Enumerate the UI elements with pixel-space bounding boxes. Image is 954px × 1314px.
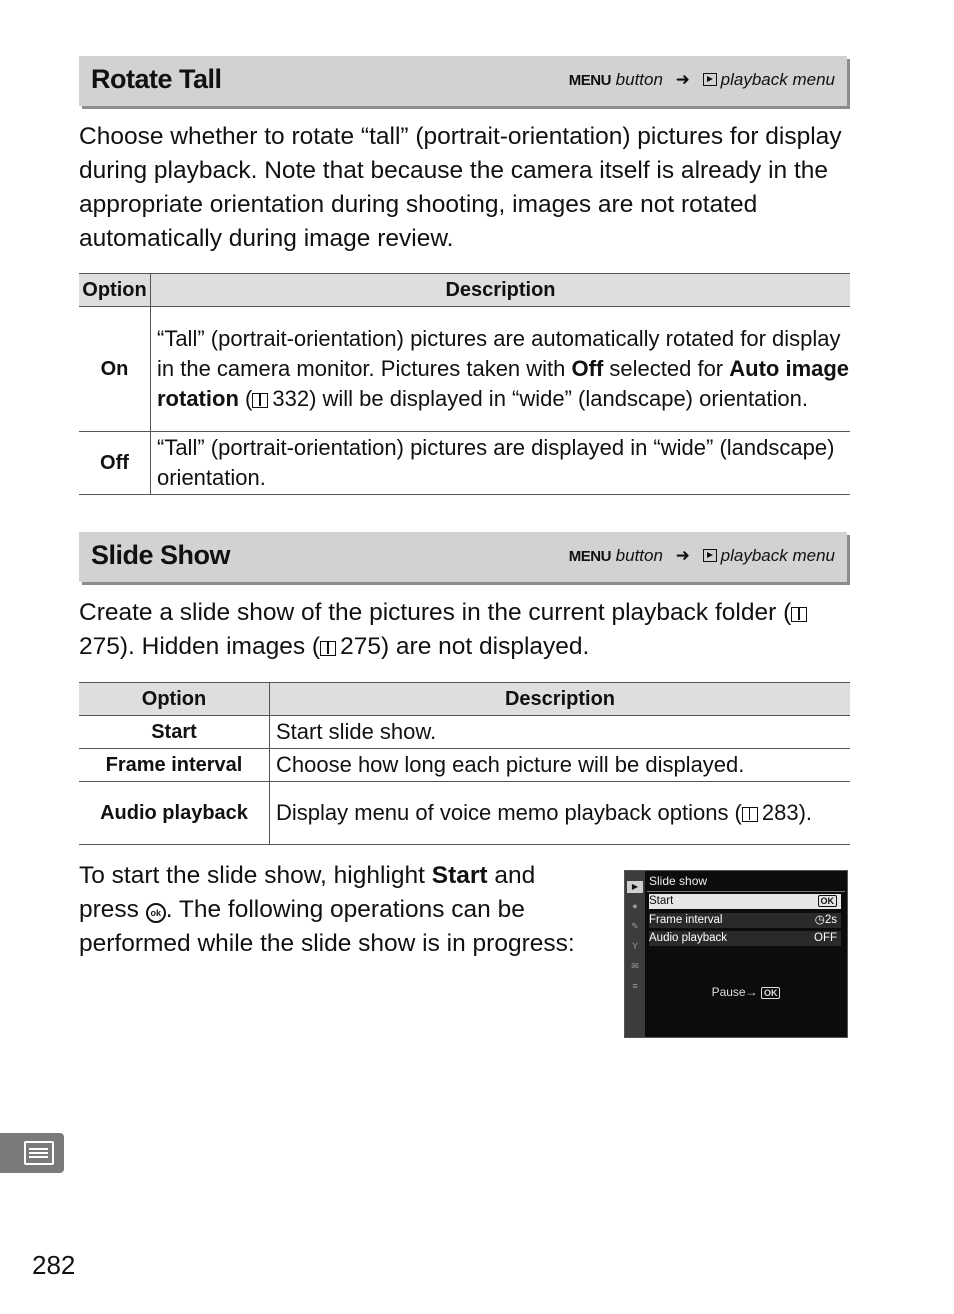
- table-row: [79, 782, 850, 845]
- column-header-option: Option: [79, 274, 151, 307]
- camera-menu-item-frame-interval[interactable]: [649, 913, 841, 928]
- camera-menu-item-label: Audio playback: [649, 932, 727, 944]
- retouch-icon: ✉: [631, 961, 639, 971]
- section-title: Rotate Tall: [91, 64, 222, 94]
- desc-text: selected for: [603, 356, 730, 381]
- menu-name: playback menu: [720, 70, 835, 89]
- camera-menu-item-label: Frame interval: [649, 914, 723, 926]
- ok-icon: OK: [761, 987, 781, 999]
- desc-text: ).: [798, 800, 813, 825]
- slide-show-header: [79, 532, 847, 582]
- table-header-row: [79, 274, 850, 307]
- divider: [647, 891, 845, 892]
- description-cell: “Tall” (portrait-orientation) pictures are displayed in “wide” (landscape) orientation.: [151, 432, 851, 495]
- table-row: [79, 307, 850, 432]
- book-reference-icon: [252, 393, 268, 408]
- ok-button-icon: ok: [146, 903, 166, 923]
- arrow-icon: ➜: [675, 70, 690, 89]
- camera-menu-sidebar: [625, 871, 645, 1037]
- setup-icon: Y: [631, 941, 638, 951]
- menu-word: MENU: [568, 548, 611, 565]
- breadcrumb: [569, 70, 835, 90]
- table-row: [79, 432, 850, 495]
- book-reference-icon: [320, 641, 336, 656]
- chapter-tab[interactable]: [0, 1133, 64, 1173]
- menu-name: playback menu: [720, 546, 835, 565]
- desc-text: (: [238, 386, 253, 411]
- camera-menu-item-start[interactable]: [649, 894, 841, 909]
- option-cell: Audio playback: [79, 782, 270, 845]
- playback-icon: ▶: [627, 881, 643, 893]
- button-word: button: [615, 546, 663, 565]
- book-reference-icon: [791, 607, 807, 622]
- camera-menu-item-value: [818, 894, 838, 909]
- desc-bold: Off: [571, 356, 604, 381]
- option-cell: Start: [79, 716, 270, 749]
- page-reference[interactable]: 332: [272, 386, 310, 411]
- section-title: Slide Show: [91, 540, 231, 570]
- table-row: [79, 749, 850, 782]
- page-number: 282: [32, 1250, 76, 1280]
- playback-icon: [703, 73, 717, 86]
- table-header-row: [79, 683, 850, 716]
- page-reference[interactable]: 283: [761, 800, 799, 825]
- instructions-text: To start the slide show, highlight: [79, 862, 432, 889]
- camera-menu-item-value: [815, 913, 837, 928]
- menu-word: MENU: [568, 72, 611, 89]
- instructions-text: . The following operations can be performed while the slide show is in progress:: [79, 896, 575, 957]
- custom-settings-icon: ✎: [631, 921, 639, 931]
- desc-text: “Tall” (portrait-orientation) pictures are automatically rotated for display in the camera monitor. Pictures taken with: [157, 326, 841, 381]
- menu-list-icon: [24, 1141, 54, 1165]
- slide-show-table: [79, 682, 850, 845]
- camera-menu-item-audio-playback[interactable]: [649, 931, 841, 946]
- description-cell: [151, 307, 851, 432]
- description-cell: [270, 782, 851, 845]
- option-cell: On: [79, 307, 151, 432]
- intro-text: Create a slide show of the pictures in the current playback folder (: [79, 599, 792, 626]
- column-header-option: Option: [79, 683, 270, 716]
- book-reference-icon: [742, 807, 758, 822]
- intro-text: ). Hidden images (: [119, 633, 321, 660]
- slide-show-instructions: [79, 859, 589, 961]
- desc-text: Display menu of voice memo playback options (: [276, 800, 742, 825]
- page-reference[interactable]: 275: [340, 633, 381, 660]
- table-row: [79, 716, 850, 749]
- rotate-tall-table: [79, 273, 850, 495]
- pause-label: Pause: [711, 985, 746, 999]
- button-word: button: [615, 70, 663, 89]
- arrow-icon: →: [745, 985, 758, 999]
- camera-menu-main: [647, 871, 847, 1037]
- intro-text: ) are not displayed.: [380, 633, 590, 660]
- rotate-tall-header: [79, 56, 847, 106]
- description-cell: Start slide show.: [270, 716, 851, 749]
- instructions-bold: Start: [431, 862, 488, 889]
- camera-menu-item-value: OFF: [814, 932, 837, 944]
- instructions-text: and press: [79, 862, 536, 923]
- camera-menu-item-label: Start: [649, 895, 674, 907]
- timer-icon: ◷: [814, 914, 825, 926]
- value-text: 2s: [824, 914, 837, 926]
- arrow-icon: ➜: [675, 546, 690, 565]
- camera-menu-title: Slide show: [649, 874, 708, 888]
- column-header-description: Description: [151, 274, 851, 307]
- ok-icon: OK: [818, 895, 838, 907]
- page-reference[interactable]: 275: [79, 633, 120, 660]
- column-header-description: Description: [270, 683, 851, 716]
- breadcrumb: [569, 546, 835, 566]
- desc-bold: Auto image rotation: [157, 356, 850, 411]
- desc-text: ) will be displayed in “wide” (landscape) orientation.: [309, 386, 808, 411]
- playback-icon: [703, 549, 717, 562]
- rotate-tall-intro: Choose whether to rotate “tall” (portrait-orientation) pictures for display during playback. Note that because the camera itself is already in the appropriate orientation during shooting, images are not rotated automatically during image review.: [79, 123, 842, 252]
- option-cell: Frame interval: [79, 749, 270, 782]
- shooting-icon: ●: [632, 901, 638, 911]
- option-cell: Off: [79, 432, 151, 495]
- my-menu-icon: ≡: [632, 981, 638, 991]
- camera-menu-screen: [624, 870, 848, 1038]
- pause-hint: [647, 985, 845, 999]
- description-cell: Choose how long each picture will be displayed.: [270, 749, 851, 782]
- slide-show-intro: [79, 596, 854, 664]
